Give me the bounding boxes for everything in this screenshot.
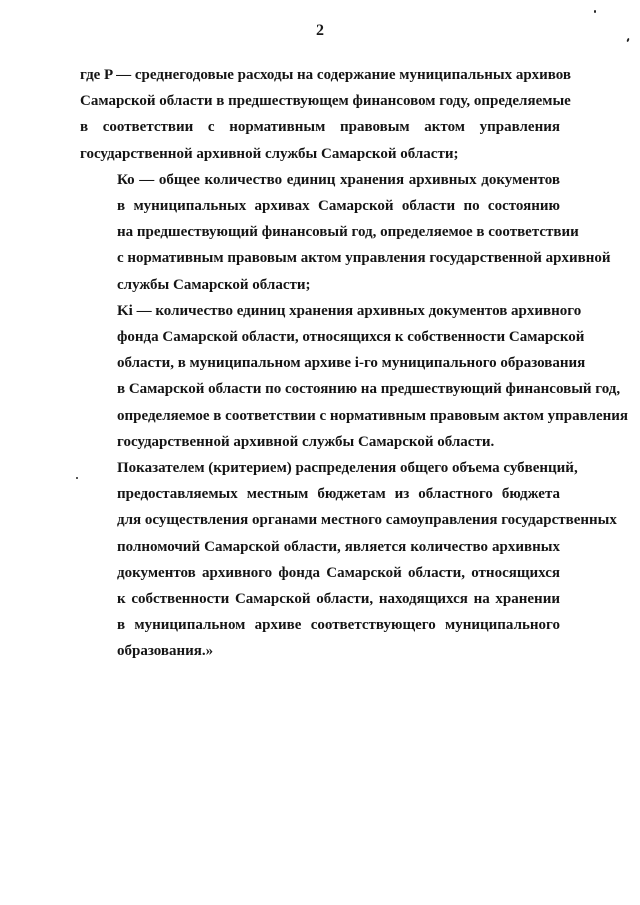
text-line: для осуществления органами местного самоуправления государственных — [117, 512, 617, 529]
paragraph-definition-p — [80, 62, 572, 167]
text-line: в муниципальных архивах Самарской области по состоянию — [117, 198, 560, 215]
paragraph-definition-ki — [80, 298, 629, 455]
text-line: Ко — общее количество единиц хранения архивных документов — [117, 171, 560, 188]
text-line: в муниципальном архиве соответствующего муниципального — [117, 617, 560, 634]
paragraph-definition-ko — [80, 167, 611, 298]
paragraph-distribution-criterion — [80, 455, 617, 665]
text-line: Самарской области в предшествующем финансовом году, определяемые — [80, 93, 571, 110]
text-line: предоставляемых местным бюджетам из областного бюджета — [117, 486, 560, 503]
text-line: образования.» — [117, 643, 214, 660]
text-line: на предшествующий финансовый год, определяемое в соответствии — [117, 224, 579, 241]
text-line: к собственности Самарской области, находящихся на хранении — [117, 591, 560, 608]
text-line: документов архивного фонда Самарской области, относящихся — [117, 564, 560, 581]
text-line: с нормативным правовым актом управления государственной архивной — [117, 250, 611, 267]
page-number: 2 — [316, 22, 324, 39]
text-line: в соответствии с нормативным правовым актом управления — [80, 119, 560, 136]
text-line: службы Самарской области; — [117, 276, 311, 293]
document-body — [80, 62, 629, 665]
text-line: определяемое в соответствии с нормативным правовым актом управления — [117, 407, 629, 424]
scan-speck — [76, 477, 78, 479]
text-line: Показателем (критерием) распределения общего объема субвенций, — [117, 460, 578, 477]
text-line: Ki — количество единиц хранения архивных документов архивного — [117, 302, 582, 319]
text-line: фонда Самарской области, относящихся к собственности Самарской — [117, 329, 585, 346]
text-line: государственной архивной службы Самарской области; — [80, 145, 459, 162]
scan-speck — [626, 38, 629, 42]
text-line: где P — среднегодовые расходы на содержание муниципальных архивов — [80, 67, 572, 83]
text-line: в Самарской области по состоянию на предшествующий финансовый год, — [117, 381, 621, 398]
text-line: области, в муниципальном архиве i-го муниципального образования — [117, 355, 586, 372]
text-line: государственной архивной службы Самарской области. — [117, 433, 495, 450]
text-line: полномочий Самарской области, является количество архивных — [117, 538, 560, 555]
scan-speck — [594, 10, 596, 13]
